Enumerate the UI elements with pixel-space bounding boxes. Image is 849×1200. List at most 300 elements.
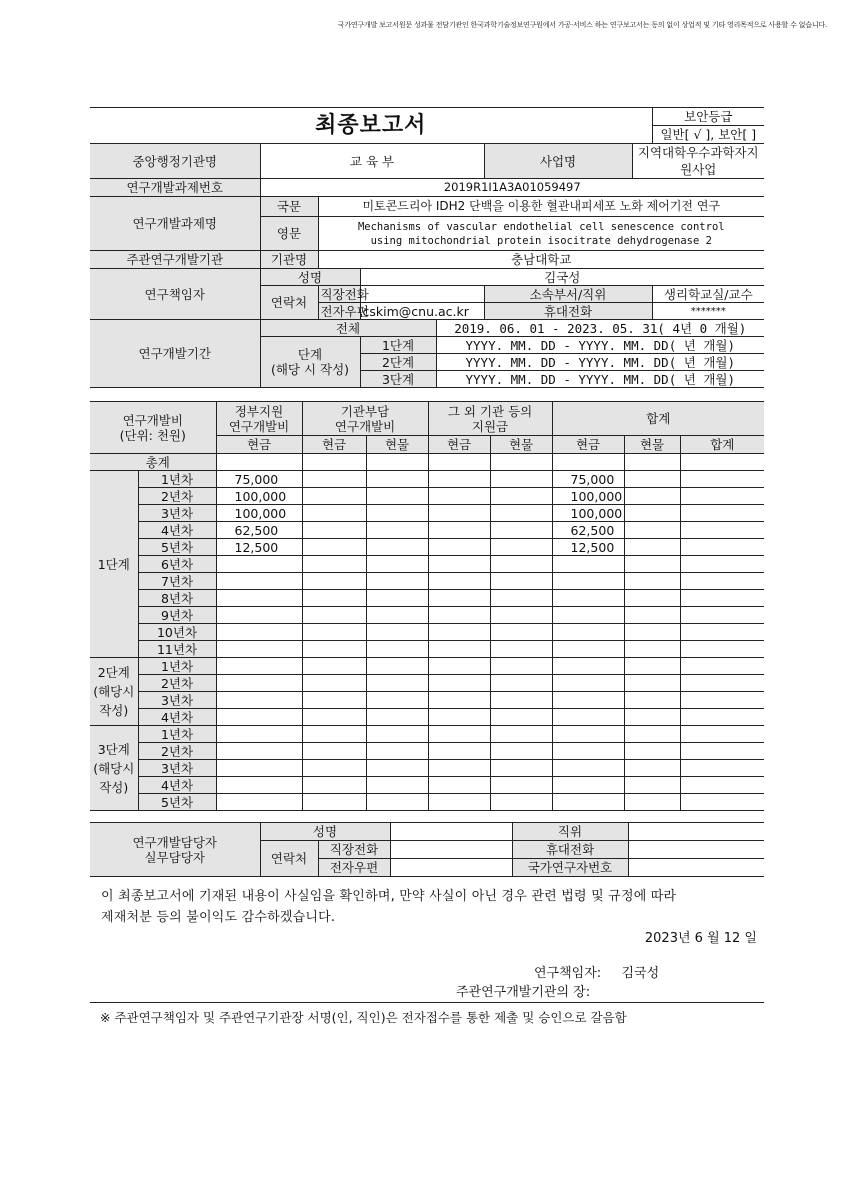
- table-cell: [552, 726, 624, 743]
- table-cell: [680, 488, 764, 505]
- table-row: [90, 760, 764, 777]
- pi-phone: [360, 286, 484, 303]
- table-row: [90, 641, 764, 658]
- report-info-table: [90, 107, 764, 388]
- contact-table: [90, 822, 764, 877]
- table-cell: [490, 675, 552, 692]
- gov-cash-value: 75,000: [216, 471, 302, 488]
- table-cell: [624, 726, 680, 743]
- table-row: [90, 539, 764, 556]
- program-value: 지역대학우수과학자지원사업: [632, 144, 764, 179]
- table-cell: [490, 505, 552, 522]
- table-cell: [680, 539, 764, 556]
- table-cell: [490, 556, 552, 573]
- inst-burden-header: [302, 402, 428, 436]
- table-cell: [552, 692, 624, 709]
- table-cell: [680, 692, 764, 709]
- table-cell: [428, 726, 490, 743]
- table-cell: [624, 573, 680, 590]
- table-cell: [624, 556, 680, 573]
- table-row: [90, 522, 764, 539]
- pi-mobile: *******: [652, 303, 764, 320]
- table-cell: [302, 641, 366, 658]
- stage-2-rows: [90, 658, 764, 726]
- table-cell: [624, 641, 680, 658]
- table-cell: [680, 505, 764, 522]
- gov-cash-header: 현금: [216, 436, 302, 454]
- sum-cash-value: [552, 607, 624, 624]
- table-cell: [366, 454, 428, 471]
- table-cell: [624, 760, 680, 777]
- gov-cash-value: 62,500: [216, 522, 302, 539]
- gov-cash-value: 100,000: [216, 488, 302, 505]
- year-label: 10년차: [138, 624, 216, 641]
- gov-cash-value: [216, 573, 302, 590]
- table-cell: [552, 658, 624, 675]
- program-label: 사업명: [484, 144, 632, 179]
- table-row: [90, 777, 764, 794]
- budget-title: 연구개발비: [122, 412, 183, 428]
- table-cell: [216, 794, 302, 811]
- table-cell: [428, 692, 490, 709]
- year-label: 8년차: [138, 590, 216, 607]
- table-cell: [216, 675, 302, 692]
- table-cell: [490, 522, 552, 539]
- table-cell: [302, 505, 366, 522]
- table-cell: [302, 743, 366, 760]
- grand-total-row: [90, 454, 764, 471]
- gov-cash-value: 100,000: [216, 505, 302, 522]
- project-no-label: 연구개발과제번호: [90, 179, 260, 197]
- year-label: 2년차: [138, 488, 216, 505]
- year-label: 7년차: [138, 573, 216, 590]
- table-cell: [624, 709, 680, 726]
- table-cell: [624, 454, 680, 471]
- institution-name: 충남대학교: [318, 251, 764, 269]
- contact-mobile-label: 휴대전화: [512, 841, 628, 859]
- table-cell: [428, 641, 490, 658]
- gov-cash-value: [216, 556, 302, 573]
- stage-1-label: 1단계: [90, 471, 138, 658]
- period-stage-label: [260, 337, 360, 388]
- table-cell: [624, 522, 680, 539]
- footnote-divider: [90, 1002, 764, 1003]
- sum-cash-header: 현금: [552, 436, 624, 454]
- table-cell: [680, 726, 764, 743]
- table-cell: [428, 743, 490, 760]
- table-cell: [366, 505, 428, 522]
- stage-1-period: YYYY. MM. DD - YYYY. MM. DD( 년 개월): [436, 337, 764, 354]
- table-cell: [552, 760, 624, 777]
- english-title-label: 영문: [260, 217, 318, 251]
- table-cell: [624, 777, 680, 794]
- footnote: ※ 주관연구책임자 및 주관연구기관장 서명(인, 직인)은 전자접수를 통한 제출 및 승인으로 갈음함: [100, 1010, 627, 1025]
- table-cell: [624, 505, 680, 522]
- table-cell: [302, 488, 366, 505]
- year-label: 5년차: [138, 794, 216, 811]
- table-cell: [552, 743, 624, 760]
- table-cell: [216, 777, 302, 794]
- table-cell: [680, 522, 764, 539]
- table-cell: [490, 488, 552, 505]
- table-row: [90, 743, 764, 760]
- inst-burden-header-l2: 연구개발비: [334, 418, 396, 434]
- table-cell: [366, 760, 428, 777]
- sum-cash-value: [552, 624, 624, 641]
- table-row: [90, 590, 764, 607]
- pi-signature-line: [534, 962, 659, 981]
- table-cell: [680, 794, 764, 811]
- contact-name-label: 성명: [260, 823, 390, 841]
- table-cell: [302, 556, 366, 573]
- table-cell: [366, 488, 428, 505]
- pi-mobile-label: 휴대전화: [484, 303, 652, 320]
- table-cell: [302, 471, 366, 488]
- table-cell: [428, 794, 490, 811]
- table-cell: [552, 675, 624, 692]
- table-cell: [490, 471, 552, 488]
- period-label: 연구개발기간: [90, 320, 260, 388]
- table-cell: [302, 573, 366, 590]
- table-cell: [680, 607, 764, 624]
- period-stage-note: (해당 시 작성): [270, 362, 350, 377]
- project-no-value: 2019R1I1A3A01059497: [260, 179, 764, 197]
- table-cell: [428, 675, 490, 692]
- contact-phone-label: 직장전화: [318, 841, 390, 859]
- year-label: 1년차: [138, 471, 216, 488]
- year-label: 6년차: [138, 556, 216, 573]
- year-label: 2년차: [138, 743, 216, 760]
- table-cell: [552, 709, 624, 726]
- stage-3-label-line-3: 작성): [99, 779, 129, 795]
- gov-cash-value: [216, 590, 302, 607]
- grand-total-spacer: [90, 454, 100, 471]
- table-cell: [428, 760, 490, 777]
- stage-3-rows: [90, 726, 764, 811]
- table-cell: [428, 488, 490, 505]
- researcher-no: [628, 859, 764, 877]
- statement-line-2: 제재처분 등의 불이익도 감수하겠습니다.: [101, 910, 336, 925]
- year-label: 11년차: [138, 641, 216, 658]
- table-row: [90, 488, 764, 505]
- table-cell: [366, 794, 428, 811]
- year-label: 1년차: [138, 658, 216, 675]
- table-cell: [624, 675, 680, 692]
- pi-contact-label: 연락처: [260, 286, 318, 320]
- table-row: [90, 471, 764, 488]
- table-cell: [366, 590, 428, 607]
- table-cell: [216, 760, 302, 777]
- table-cell: [366, 709, 428, 726]
- table-cell: [490, 760, 552, 777]
- table-cell: [490, 539, 552, 556]
- sum-cash-value: [552, 556, 624, 573]
- pi-signature-label: 연구책임자:: [534, 966, 602, 981]
- table-cell: [302, 794, 366, 811]
- table-cell: [302, 709, 366, 726]
- sum-cash-value: 100,000: [552, 505, 624, 522]
- table-cell: [302, 777, 366, 794]
- table-cell: [366, 692, 428, 709]
- year-label: 2년차: [138, 675, 216, 692]
- contact-email: [390, 859, 512, 877]
- table-cell: [302, 590, 366, 607]
- table-row: [90, 675, 764, 692]
- pi-signature-name: 김국성: [621, 966, 660, 981]
- institution-name-label: 기관명: [260, 251, 318, 269]
- table-cell: [216, 709, 302, 726]
- table-cell: [302, 539, 366, 556]
- sum-header: 합계: [552, 402, 764, 436]
- table-cell: [428, 454, 490, 471]
- gov-support-header-l1: 정부지원: [234, 403, 284, 419]
- pi-email: cskim@cnu.ac.kr: [360, 303, 484, 320]
- table-cell: [428, 522, 490, 539]
- table-cell: [366, 522, 428, 539]
- table-cell: [624, 607, 680, 624]
- table-cell: [624, 692, 680, 709]
- contact-label-l1: 연구개발담당자: [132, 834, 218, 850]
- table-cell: [624, 488, 680, 505]
- stage-1-rows: [90, 471, 764, 658]
- table-cell: [680, 743, 764, 760]
- agency-label: 중앙행정기관명: [90, 144, 260, 179]
- budget-table: [90, 401, 764, 811]
- table-cell: [302, 658, 366, 675]
- table-cell: [302, 607, 366, 624]
- contact-name: [390, 823, 512, 841]
- gov-support-header-l2: 연구개발비: [228, 418, 290, 434]
- table-cell: [624, 658, 680, 675]
- other-support-header-l2: 지원금: [471, 418, 509, 434]
- table-cell: [366, 641, 428, 658]
- grand-total-label: 총계: [100, 454, 216, 471]
- contact-email-label: 전자우편: [318, 859, 390, 877]
- table-cell: [428, 624, 490, 641]
- stage-3-label: [90, 726, 138, 811]
- table-cell: [490, 454, 552, 471]
- table-cell: [552, 777, 624, 794]
- budget-unit: (단위: 천원): [119, 427, 186, 443]
- sum-total-header: 합계: [680, 436, 764, 454]
- other-kind-header: 현물: [490, 436, 552, 454]
- table-cell: [366, 777, 428, 794]
- english-title-line-1: Mechanisms of vascular endothelial cell senescence control: [357, 220, 725, 233]
- stage-2-label-line-1: 2단계: [97, 665, 130, 680]
- stage-2-label: 2단계: [360, 354, 436, 371]
- inst-cash-header: 현금: [302, 436, 366, 454]
- table-cell: [428, 556, 490, 573]
- table-cell: [490, 777, 552, 794]
- table-cell: [428, 777, 490, 794]
- table-cell: [366, 624, 428, 641]
- table-cell: [216, 454, 302, 471]
- other-support-header: [428, 402, 552, 436]
- inst-burden-header-l1: 기관부담: [340, 403, 390, 419]
- korean-title-label: 국문: [260, 197, 318, 217]
- sum-cash-value: [552, 573, 624, 590]
- table-row: [90, 505, 764, 522]
- table-cell: [366, 743, 428, 760]
- table-cell: [490, 590, 552, 607]
- table-cell: [624, 624, 680, 641]
- table-cell: [302, 454, 366, 471]
- year-label: 3년차: [138, 760, 216, 777]
- table-cell: [624, 471, 680, 488]
- project-title-label: 연구개발과제명: [90, 197, 260, 251]
- english-title: [318, 217, 764, 251]
- table-row: [90, 726, 764, 743]
- table-cell: [428, 505, 490, 522]
- gov-cash-value: 12,500: [216, 539, 302, 556]
- table-cell: [428, 539, 490, 556]
- table-cell: [490, 794, 552, 811]
- table-cell: [216, 658, 302, 675]
- pi-dept-label: 소속부서/직위: [484, 286, 652, 303]
- table-cell: [624, 590, 680, 607]
- stage-2-label-line-3: 작성): [99, 703, 129, 718]
- report-title: 최종보고서: [90, 108, 652, 144]
- table-cell: [302, 726, 366, 743]
- pi-email-label: 전자우편: [318, 303, 360, 320]
- table-cell: [428, 709, 490, 726]
- sum-cash-value: 62,500: [552, 522, 624, 539]
- table-cell: [366, 573, 428, 590]
- english-title-line-2: using mitochondrial protein isocitrate dehydrogenase 2: [370, 234, 712, 247]
- pi-name-label: 성명: [260, 269, 360, 286]
- table-cell: [490, 692, 552, 709]
- table-row: [90, 709, 764, 726]
- stage-1-label: 1단계: [360, 337, 436, 354]
- table-cell: [490, 573, 552, 590]
- gov-cash-value: [216, 641, 302, 658]
- contact-label: [90, 823, 260, 877]
- year-label: 4년차: [138, 709, 216, 726]
- table-cell: [216, 726, 302, 743]
- year-label: 3년차: [138, 505, 216, 522]
- stage-3-label-line-1: 3단계: [97, 741, 130, 757]
- pi-dept: 생리학교실/교수: [652, 286, 764, 303]
- table-row: [90, 607, 764, 624]
- sum-cash-value: [552, 590, 624, 607]
- table-cell: [366, 607, 428, 624]
- table-cell: [302, 675, 366, 692]
- pi-label: 연구책임자: [90, 269, 260, 320]
- table-cell: [428, 573, 490, 590]
- table-row: [90, 624, 764, 641]
- table-cell: [302, 522, 366, 539]
- table-cell: [366, 539, 428, 556]
- table-cell: [680, 556, 764, 573]
- period-total: 2019. 06. 01 - 2023. 05. 31( 4년 0 개월): [436, 320, 764, 337]
- pi-name: 김국성: [360, 269, 764, 286]
- table-row: [90, 692, 764, 709]
- table-cell: [680, 454, 764, 471]
- table-row: [90, 658, 764, 675]
- confirmation-statement: [101, 886, 761, 928]
- other-cash-header: 현금: [428, 436, 490, 454]
- statement-line-1: 이 최종보고서에 기재된 내용이 사실임을 확인하며, 만약 사실이 아닌 경우 관련 법령 및 규정에 따라: [101, 889, 677, 904]
- table-cell: [680, 590, 764, 607]
- table-cell: [490, 624, 552, 641]
- year-label: 1년차: [138, 726, 216, 743]
- table-cell: [680, 777, 764, 794]
- table-cell: [490, 743, 552, 760]
- table-cell: [680, 658, 764, 675]
- table-cell: [552, 794, 624, 811]
- sum-cash-value: 12,500: [552, 539, 624, 556]
- security-label: 보안등급: [652, 108, 764, 126]
- contact-phone: [390, 841, 512, 859]
- agency-value: 교 육 부: [260, 144, 484, 179]
- gov-support-header: [216, 402, 302, 436]
- table-cell: [366, 556, 428, 573]
- korean-title: 미토콘드리아 IDH2 단백을 이용한 혈관내피세포 노화 제어기전 연구: [318, 197, 764, 217]
- year-label: 3년차: [138, 692, 216, 709]
- stage-2-period: YYYY. MM. DD - YYYY. MM. DD( 년 개월): [436, 354, 764, 371]
- table-cell: [490, 709, 552, 726]
- contact-label-l2: 실무담당자: [144, 849, 205, 865]
- table-cell: [490, 658, 552, 675]
- table-cell: [680, 624, 764, 641]
- stage-3-period: YYYY. MM. DD - YYYY. MM. DD( 년 개월): [436, 371, 764, 388]
- table-cell: [302, 760, 366, 777]
- stage-3-label: 3단계: [360, 371, 436, 388]
- table-cell: [302, 624, 366, 641]
- table-cell: [302, 692, 366, 709]
- stage-2-label-line-2: (해당시: [93, 684, 135, 699]
- table-cell: [624, 539, 680, 556]
- table-cell: [680, 471, 764, 488]
- sum-cash-value: 100,000: [552, 488, 624, 505]
- submission-date: 2023년 6 월 12 일: [644, 931, 757, 946]
- stage-3-label-line-2: (해당시: [93, 760, 135, 776]
- table-cell: [624, 743, 680, 760]
- table-cell: [680, 675, 764, 692]
- sum-cash-value: 75,000: [552, 471, 624, 488]
- stage-2-label: [90, 658, 138, 726]
- table-cell: [366, 658, 428, 675]
- table-cell: [366, 675, 428, 692]
- table-cell: [552, 454, 624, 471]
- table-cell: [680, 573, 764, 590]
- contact-position: [628, 823, 764, 841]
- table-cell: [216, 743, 302, 760]
- period-stage-title: 단계: [297, 347, 323, 362]
- period-total-label: 전체: [260, 320, 436, 337]
- year-label: 5년차: [138, 539, 216, 556]
- table-row: [90, 556, 764, 573]
- inst-kind-header: 현물: [366, 436, 428, 454]
- sum-kind-header: 현물: [624, 436, 680, 454]
- year-label: 4년차: [138, 777, 216, 794]
- table-cell: [366, 471, 428, 488]
- other-support-header-l1: 그 외 기관 등의: [447, 403, 533, 419]
- year-label: 4년차: [138, 522, 216, 539]
- head-signature-line: 주관연구개발기관의 장:: [456, 985, 591, 1000]
- table-cell: [216, 692, 302, 709]
- contact-position-label: 직위: [512, 823, 628, 841]
- researcher-no-label: 국가연구자번호: [512, 859, 628, 877]
- table-cell: [680, 641, 764, 658]
- year-label: 9년차: [138, 607, 216, 624]
- security-value: 일반[ √ ], 보안[ ]: [652, 126, 764, 144]
- table-cell: [428, 607, 490, 624]
- table-cell: [428, 471, 490, 488]
- table-row: [90, 573, 764, 590]
- table-cell: [366, 726, 428, 743]
- institution-label: 주관연구개발기관: [90, 251, 260, 269]
